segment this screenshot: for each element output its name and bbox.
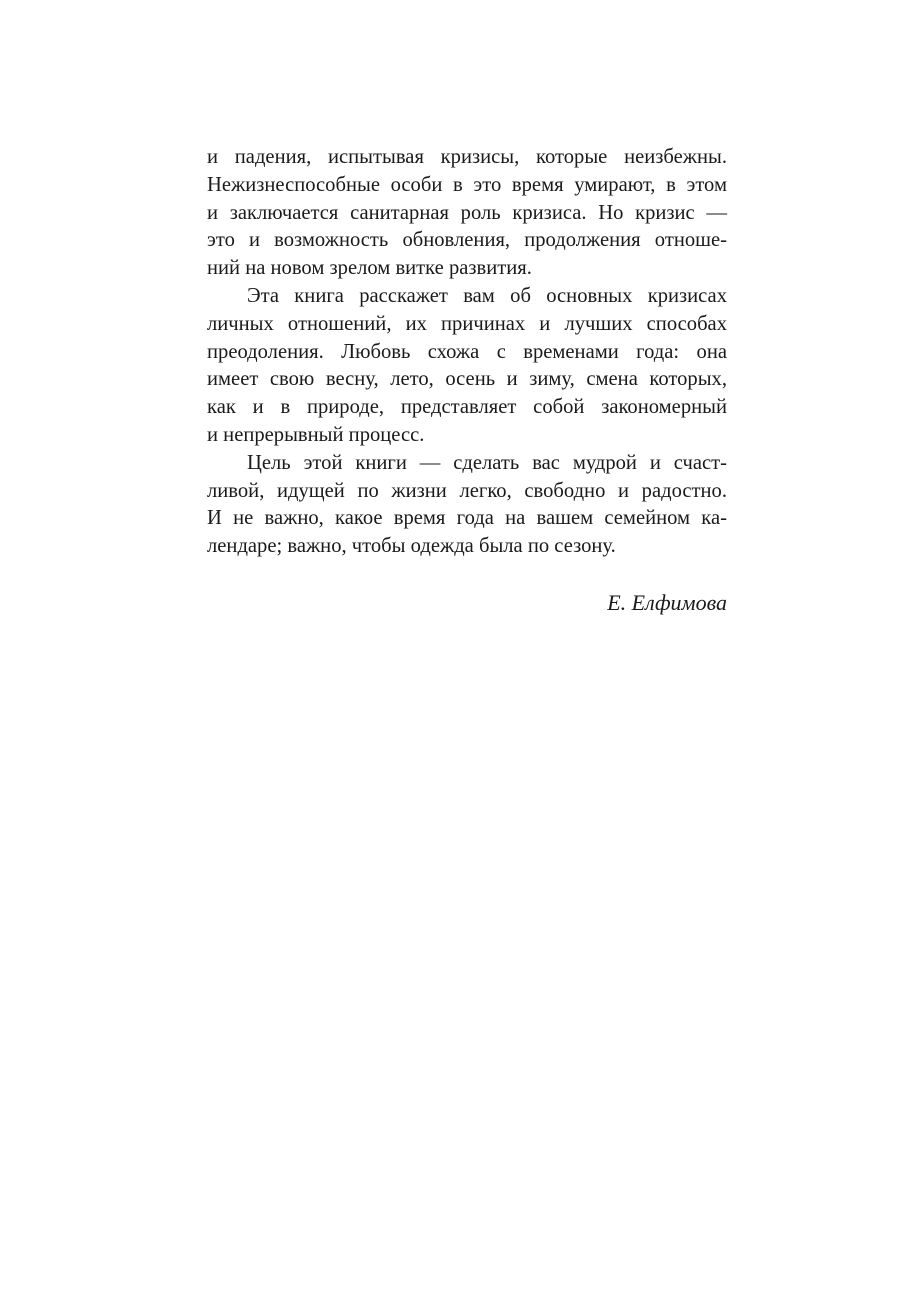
text-line: личных отношений, их причинах и лучших способах bbox=[207, 312, 727, 335]
paragraph-2 bbox=[207, 283, 727, 450]
text-line: ний на новом зрелом витке развития. bbox=[207, 257, 532, 280]
paragraph-1 bbox=[207, 144, 727, 283]
text-line: и непрерывный процесс. bbox=[207, 423, 425, 446]
text-line: как и в природе, представляет собой закономерный bbox=[207, 396, 727, 419]
text-line: имеет свою весну, лето, осень и зиму, смена которых, bbox=[207, 368, 727, 391]
text-line: преодоления. Любовь схожа с временами года: она bbox=[207, 340, 727, 363]
text-line: это и возможность обновления, продолжения отноше- bbox=[207, 229, 727, 252]
text-line: Нежизнеспособные особи в это время умирают, в этом bbox=[207, 173, 727, 196]
text-line: лендаре; важно, чтобы одежда была по сезону. bbox=[207, 535, 616, 558]
text-line: Эта книга расскажет вам об основных кризисах bbox=[247, 284, 727, 307]
author-signature: Е. Елфимова bbox=[607, 590, 727, 615]
text-line: ливой, идущей по жизни легко, свободно и радостно. bbox=[207, 479, 727, 502]
text-line: и падения, испытывая кризисы, которые неизбежны. bbox=[207, 146, 727, 168]
text-line: и заключается санитарная роль кризиса. Но кризис — bbox=[207, 201, 727, 224]
text-line: И не важно, какое время года на вашем семейном ка- bbox=[207, 507, 727, 530]
text-line: Цель этой книги — сделать вас мудрой и счаст- bbox=[247, 451, 727, 474]
body-text bbox=[207, 144, 727, 561]
paragraph-3 bbox=[207, 450, 727, 561]
